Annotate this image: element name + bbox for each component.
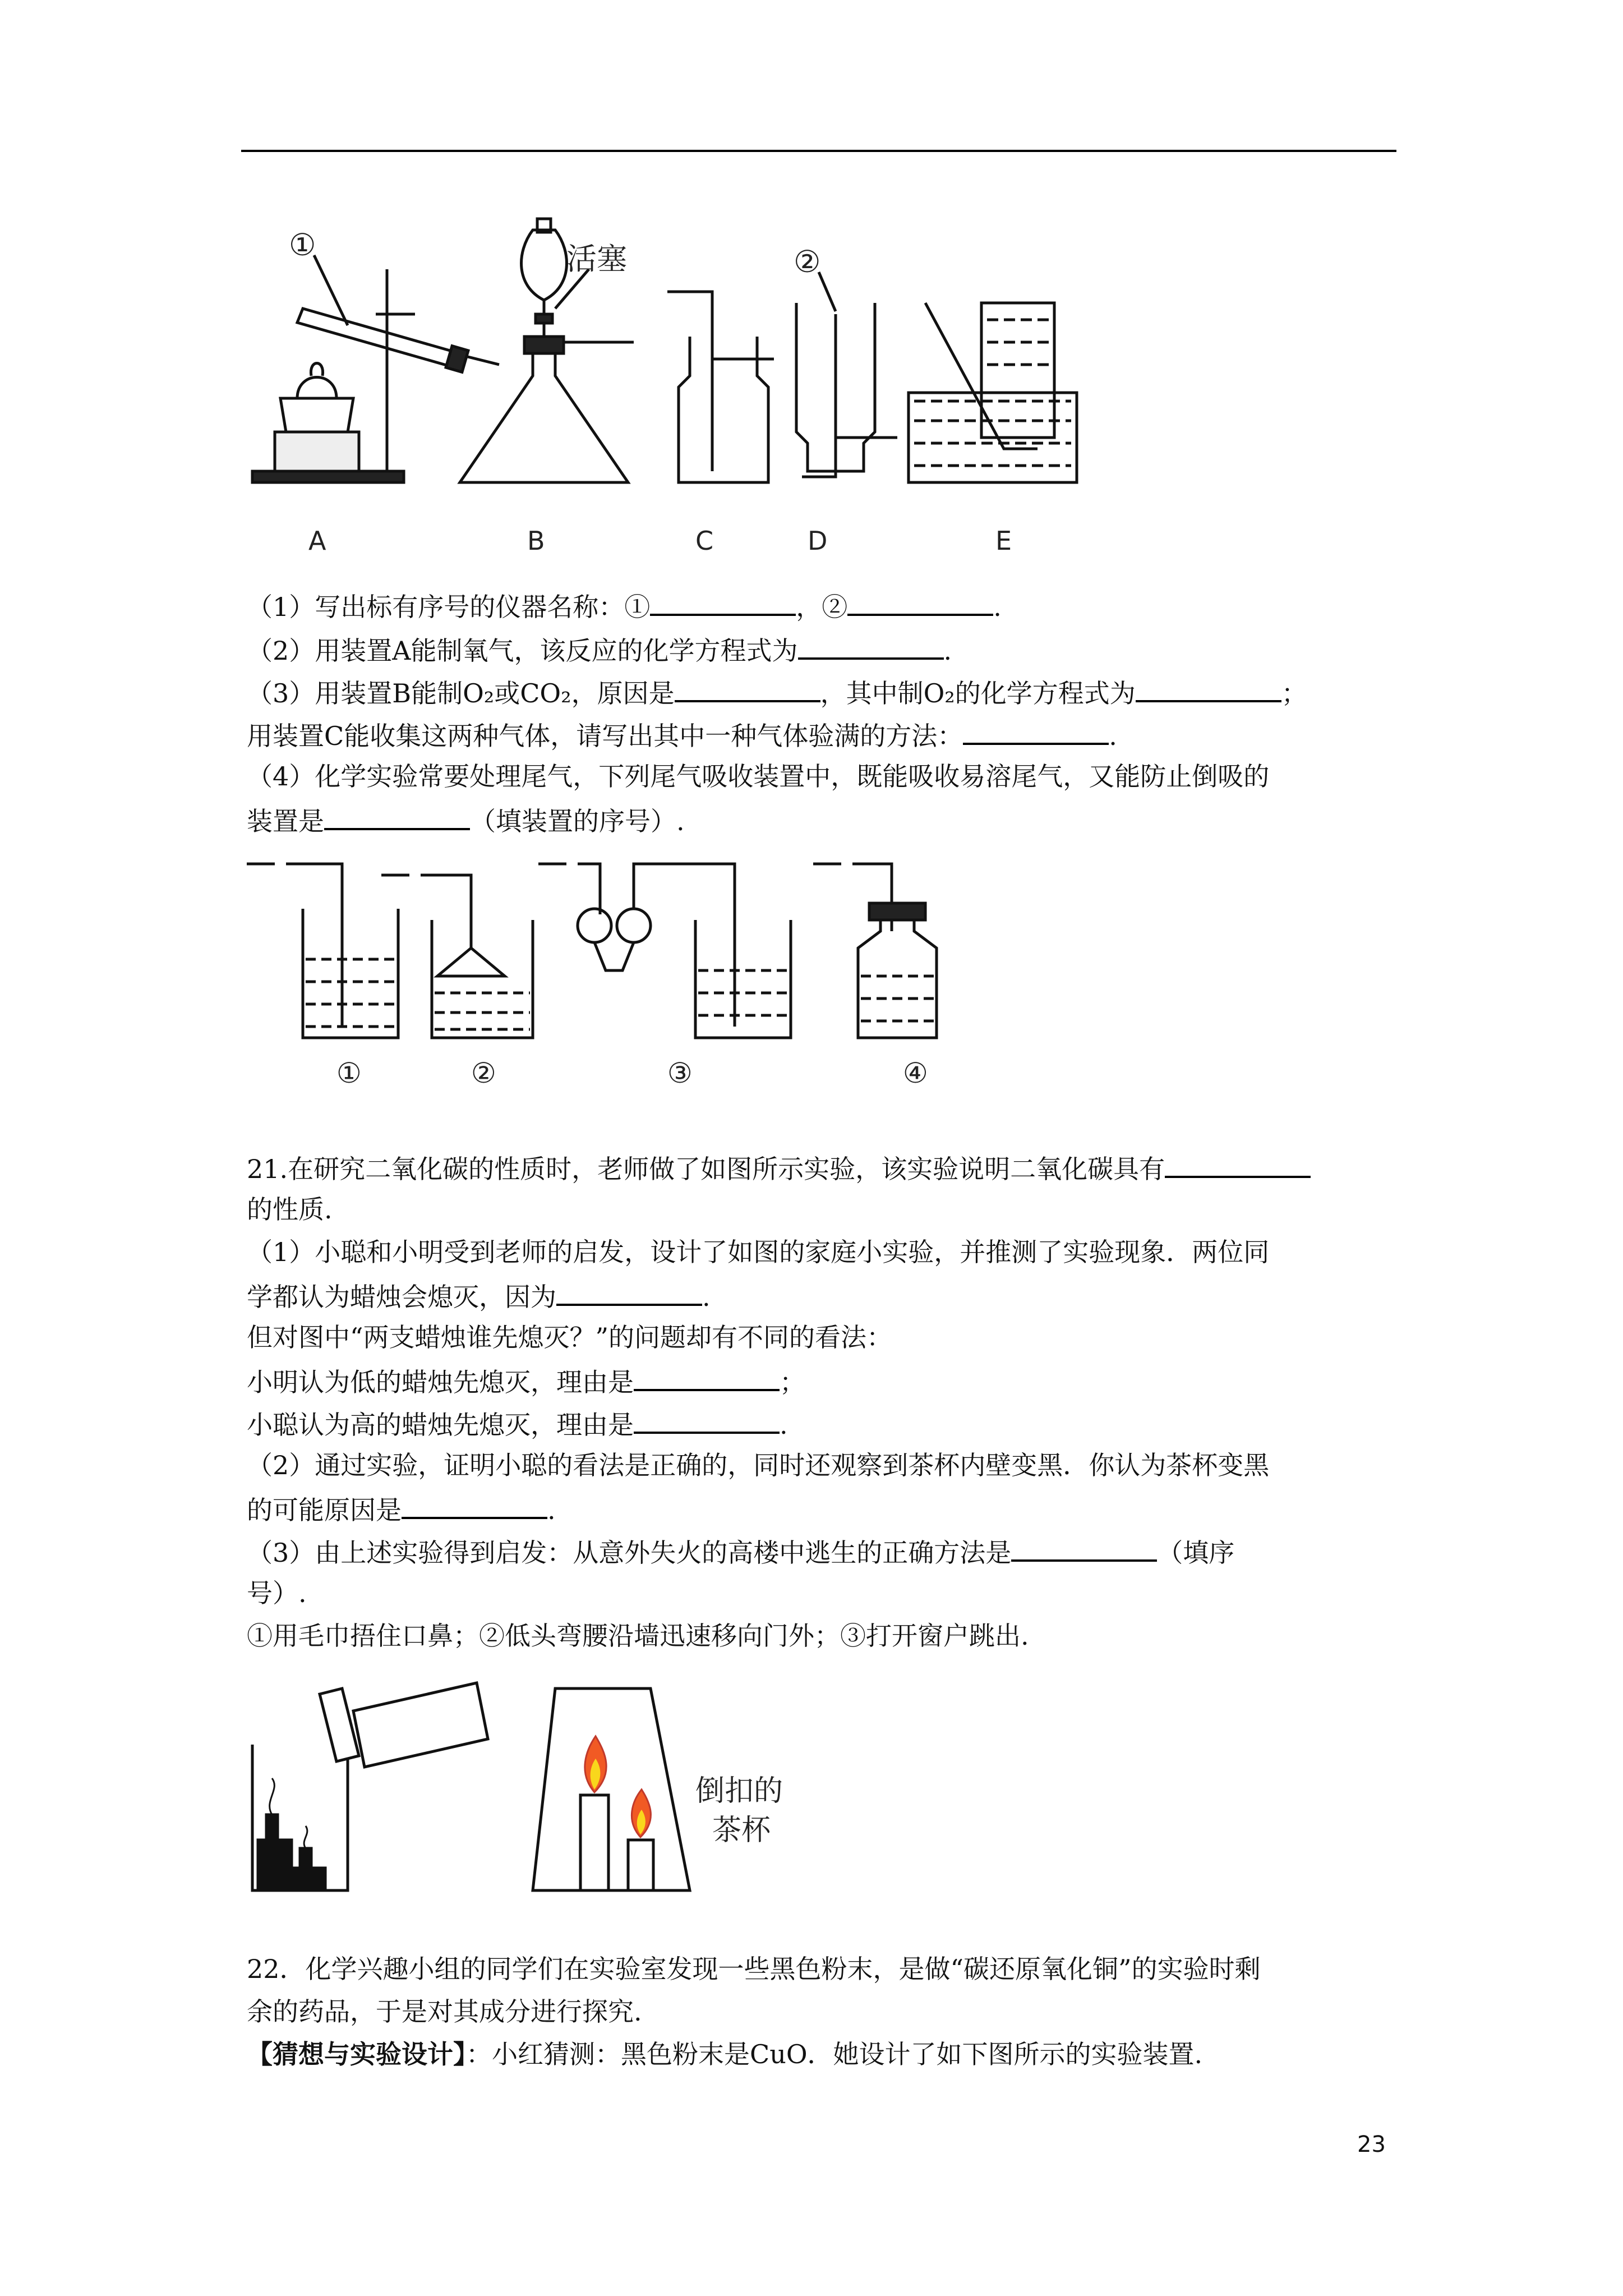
- q21-line1: 21.在研究二氧化碳的性质时，老师做了如图所示实验，该实验说明二氧化碳具有: [247, 1150, 1311, 1186]
- q20-part3-cont: 用装置C能收集这两种气体，请写出其中一种气体验满的方法： .: [247, 717, 1117, 753]
- answer-blank[interactable]: [798, 632, 944, 660]
- q20-part4: （4）化学实验常要处理尾气，下列尾气吸收装置中，既能吸收易溶尾气，又能防止倒吸的: [247, 761, 1270, 792]
- q21-line8: （2）通过实验，证明小聪的看法是正确的，同时还观察到茶杯内壁变黑．你认为茶杯变黑: [247, 1450, 1270, 1480]
- marker-2: ②: [794, 244, 821, 279]
- q20-part3: （3）用装置B能制O₂或CO₂，原因是 ，其中制O₂的化学方程式为 ；: [247, 674, 1307, 710]
- label-b: B: [527, 526, 545, 556]
- q21-line3: （1）小聪和小明受到老师的启发，设计了如图的家庭小实验，并推测了实验现象．两位同: [247, 1237, 1270, 1267]
- absorber-label-2: ②: [471, 1057, 496, 1089]
- q21-line2: 的性质.: [247, 1194, 333, 1225]
- candle-figure: [241, 1677, 858, 1913]
- absorber-label-3: ③: [667, 1057, 693, 1089]
- answer-blank[interactable]: [634, 1406, 780, 1434]
- label-d: D: [808, 526, 828, 556]
- answer-blank[interactable]: [650, 588, 796, 616]
- absorber-figure: [241, 847, 1026, 1105]
- answer-blank[interactable]: [402, 1491, 547, 1519]
- label-e: E: [995, 526, 1012, 556]
- answer-blank[interactable]: [324, 802, 470, 830]
- q20-part4-cont: 装置是 （填装置的序号）.: [247, 802, 685, 838]
- marker-1: ①: [289, 227, 316, 263]
- absorber-label-1: ①: [336, 1057, 362, 1089]
- q21-line9: 的可能原因是 .: [247, 1491, 556, 1527]
- q21-line7: 小聪认为高的蜡烛先熄灭，理由是 .: [247, 1406, 788, 1442]
- q22-line1: 22．化学兴趣小组的同学们在实验室发现一些黑色粉末，是做“碳还原氧化铜”的实验时剩: [247, 1954, 1261, 1984]
- q21-line11: 号）.: [247, 1578, 307, 1608]
- q21-line12: ①用毛巾捂住口鼻；②低头弯腰沿墙迅速移向门外；③打开窗户跳出.: [247, 1621, 1029, 1651]
- page-number: 23: [1357, 2132, 1386, 2157]
- q21-line4: 学都认为蜡烛会熄灭，因为 .: [247, 1278, 711, 1314]
- q22-line3: 【猜想与实验设计】：小红猜测：黑色粉末是CuO．她设计了如下图所示的实验装置.: [247, 2039, 1203, 2069]
- q20-part1: （1）写出标有序号的仪器名称：① ，② .: [247, 588, 1002, 624]
- cup-caption-line2: 茶杯: [712, 1814, 771, 1847]
- apparatus-figure-a-to-e: [241, 208, 1161, 567]
- label-a: A: [308, 526, 326, 556]
- q21-line5: 但对图中“两支蜡烛谁先熄灭？”的问题却有不同的看法：: [247, 1322, 893, 1352]
- answer-blank[interactable]: [675, 674, 820, 702]
- cup-caption-line1: 倒扣的: [695, 1774, 783, 1808]
- answer-blank[interactable]: [634, 1363, 780, 1391]
- q22-line2: 余的药品，于是对其成分进行探究.: [247, 1996, 642, 2027]
- answer-blank[interactable]: [556, 1278, 702, 1306]
- answer-blank[interactable]: [1011, 1534, 1157, 1562]
- answer-blank[interactable]: [1136, 674, 1281, 702]
- q21-line6: 小明认为低的蜡烛先熄灭，理由是 ；: [247, 1363, 805, 1399]
- q21-line10: （3）由上述实验得到启发：从意外失火的高楼中逃生的正确方法是 （填序: [247, 1534, 1234, 1570]
- answer-blank[interactable]: [847, 588, 993, 616]
- label-c: C: [695, 526, 714, 556]
- answer-blank[interactable]: [1165, 1150, 1311, 1178]
- header-rule: [241, 150, 1396, 152]
- answer-blank[interactable]: [963, 717, 1109, 745]
- valve-label: 活塞: [566, 241, 627, 277]
- absorber-label-4: ④: [903, 1057, 928, 1089]
- q20-part2: （2）用装置A能制氧气，该反应的化学方程式为 .: [247, 632, 952, 668]
